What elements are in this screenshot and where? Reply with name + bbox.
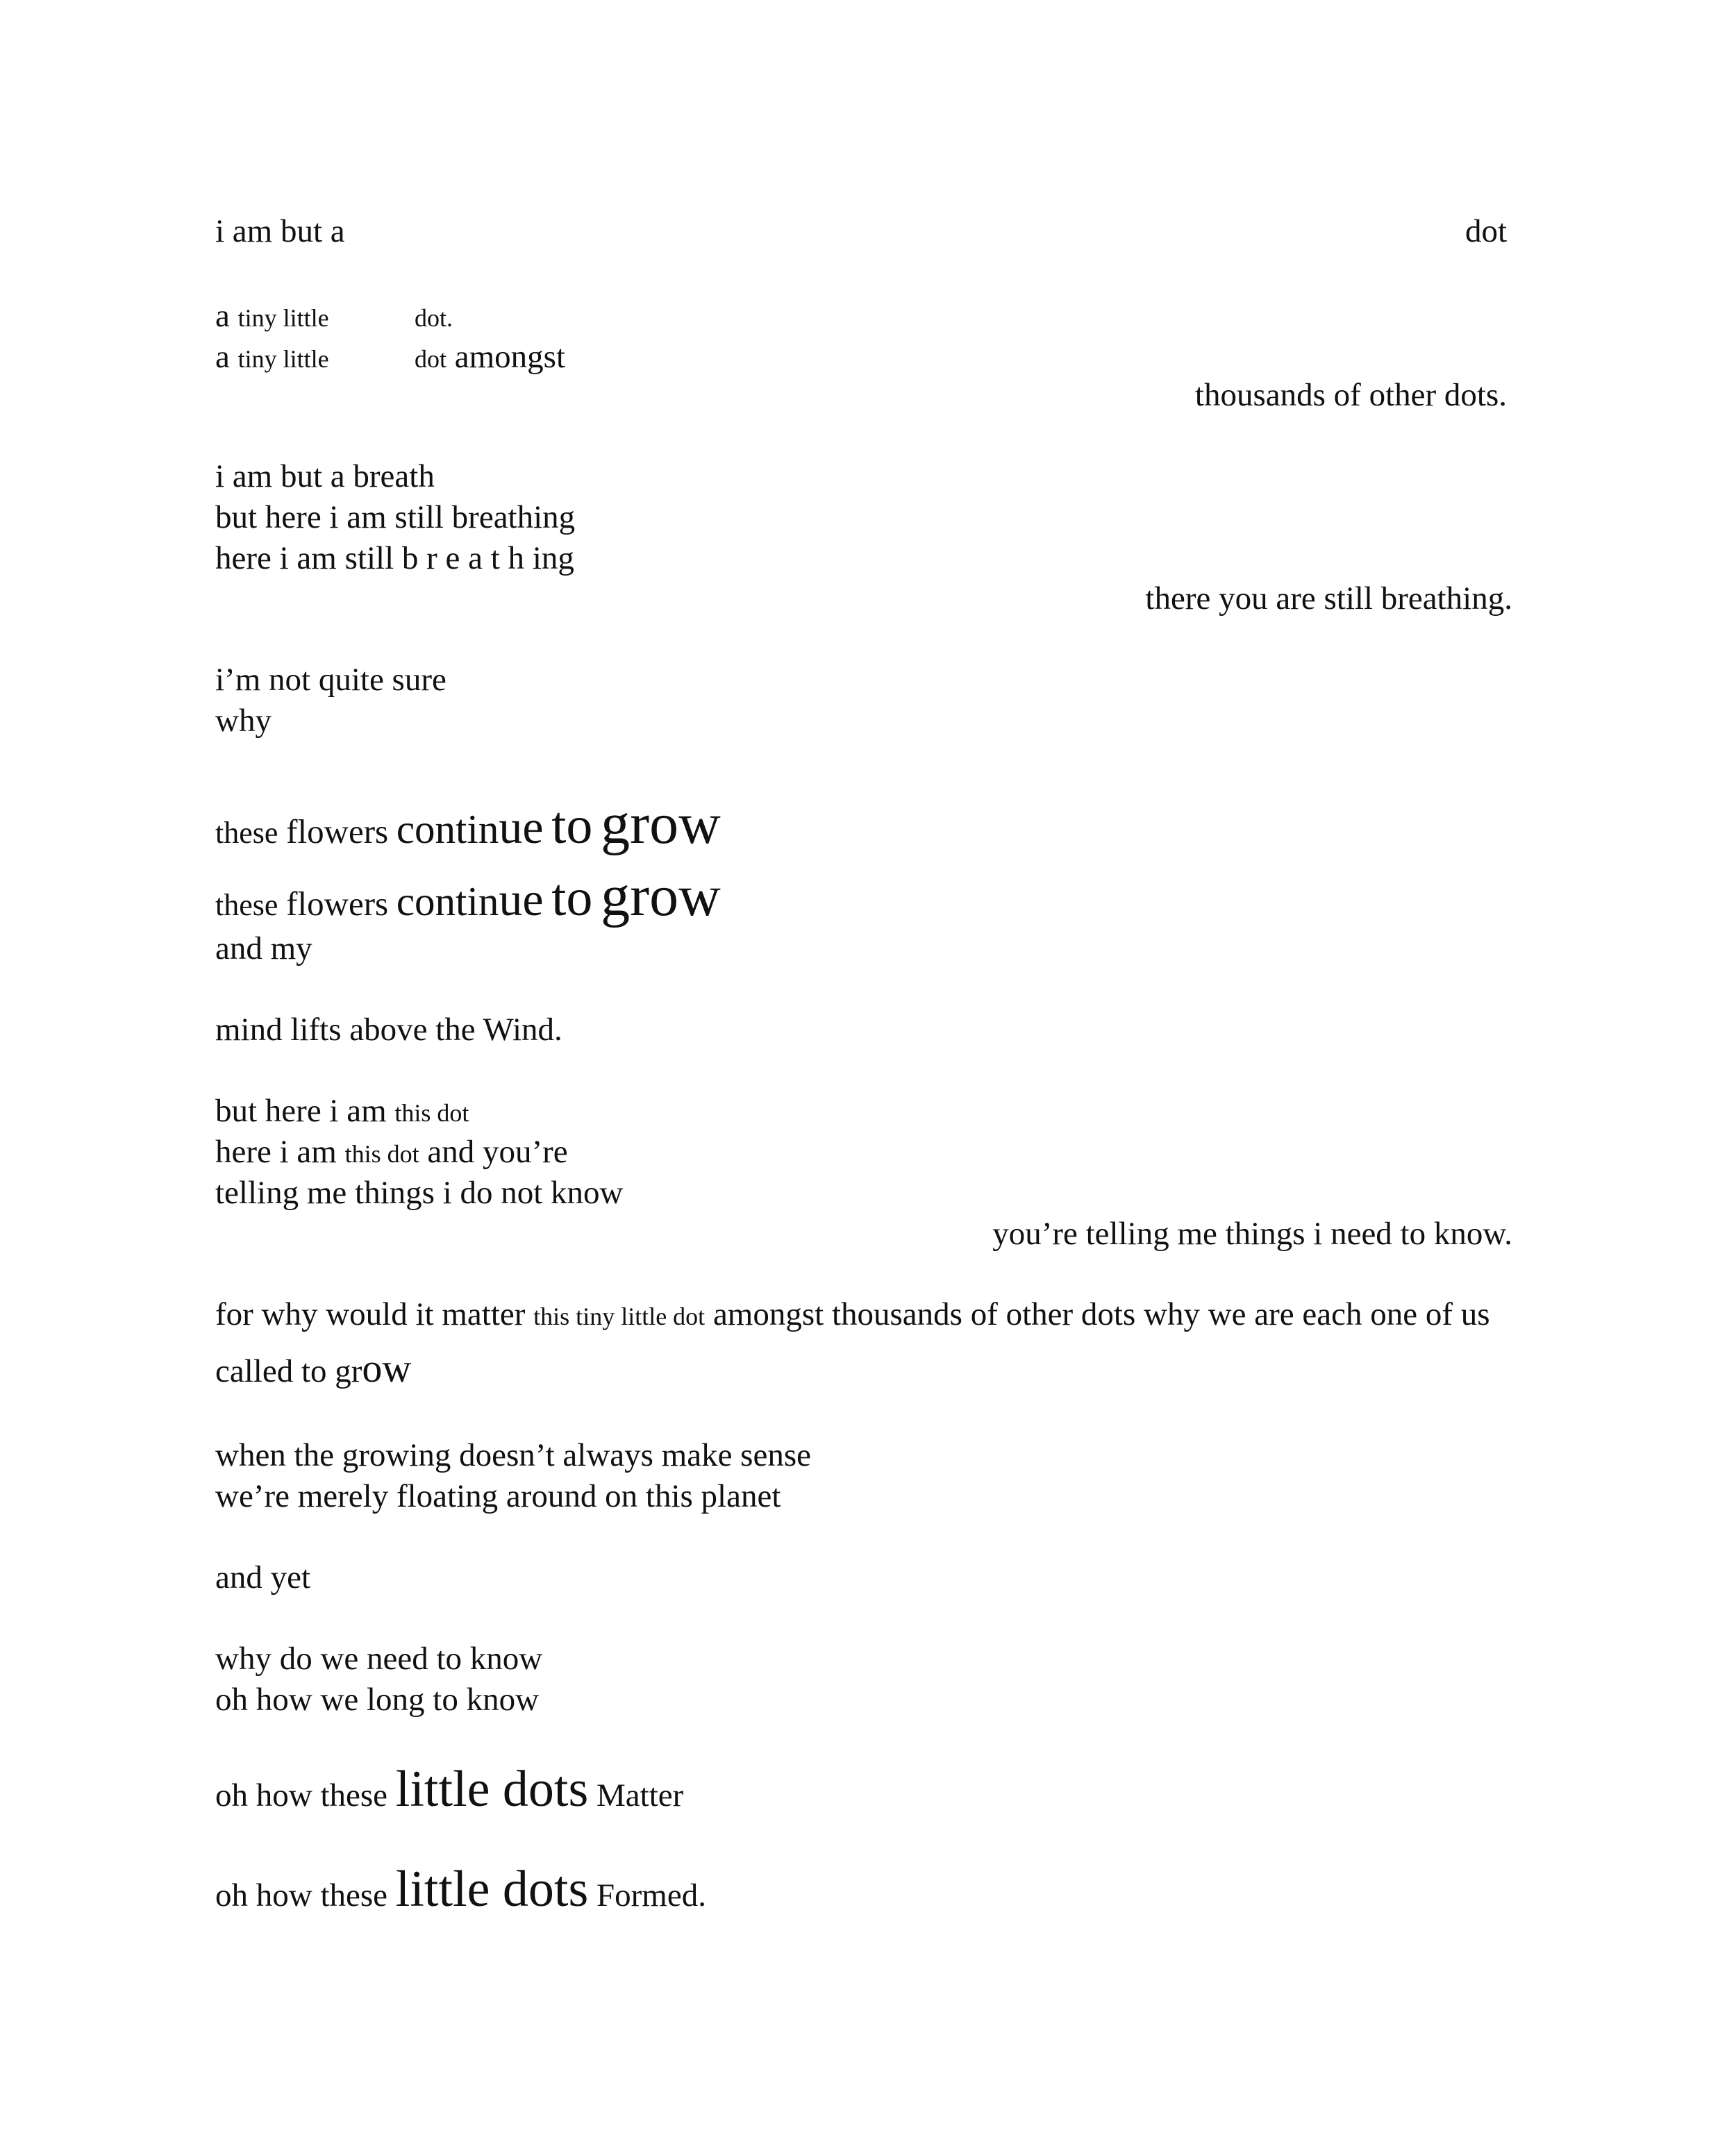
phrase-and-youre: and you’re	[427, 1134, 568, 1170]
word-a: a	[215, 339, 230, 375]
phrase-little-dots: little dots	[395, 1761, 589, 1818]
poem-line-15	[215, 1095, 469, 1128]
word-these: these	[215, 816, 278, 850]
phrase-spaced-breath: b r e a t h	[401, 540, 525, 576]
poem-line-19	[215, 1298, 1490, 1331]
poem-line-27	[215, 1861, 706, 1918]
word-grow: grow	[601, 792, 721, 856]
poem-line-8: there you are still breathing.	[1145, 580, 1512, 617]
phrase-this-dot: this dot	[344, 1140, 419, 1168]
poem-line-20	[215, 1348, 411, 1389]
phrase-formed: Formed.	[596, 1877, 706, 1914]
poem-line-18: you’re telling me things i need to know.	[992, 1216, 1512, 1252]
word-flowers: flowers	[286, 812, 389, 851]
poem-line-7	[215, 542, 574, 575]
word-continue	[396, 801, 544, 853]
phrase-ow: ow	[362, 1346, 412, 1391]
phrase-ing: ing	[532, 540, 574, 576]
word-contin: contin	[396, 806, 499, 852]
poem-line-2	[215, 300, 329, 333]
phrase-oh-how-these: oh how these	[215, 1777, 388, 1814]
poem-line-16	[215, 1136, 568, 1169]
word-to: to	[551, 869, 593, 927]
phrase-amongst-thousands: amongst thousands of other dots why we are each one of us	[712, 1296, 1490, 1332]
word-tiny-little: tiny little	[237, 304, 329, 332]
phrase-matter: Matter	[596, 1777, 684, 1814]
phrase-here-i-am-still: here i am still	[215, 540, 394, 576]
poem-line-9: i’m not quite sure	[215, 662, 446, 698]
word-these: these	[215, 888, 278, 922]
phrase-little-dots: little dots	[395, 1861, 589, 1918]
word-contin: contin	[396, 878, 499, 924]
word-grow: grow	[601, 864, 721, 928]
word-dot: dot	[415, 345, 447, 373]
poem-line-22: we’re merely floating around on this planet	[215, 1478, 781, 1514]
poem-line-17: telling me things i do not know	[215, 1175, 624, 1211]
phrase-this-dot: this dot	[394, 1099, 469, 1127]
phrase-oh-how-these: oh how these	[215, 1877, 388, 1914]
word-a: a	[215, 298, 230, 334]
poem-line-3-tail	[415, 341, 565, 374]
word-continue	[396, 873, 544, 926]
poem-line-1-left: i am but a	[215, 213, 345, 249]
poem-line-12	[215, 864, 721, 928]
phrase-for-why-would-it-matter: for why would it matter	[215, 1296, 526, 1332]
word-flowers: flowers	[286, 885, 389, 923]
poem-line-25: oh how we long to know	[215, 1682, 540, 1718]
poem-line-23: and yet	[215, 1559, 311, 1596]
poem-line-24: why do we need to know	[215, 1641, 543, 1677]
phrase-called-to-gr: called to gr	[215, 1353, 362, 1389]
poem-line-26	[215, 1761, 684, 1818]
phrase-this-tiny-little-dot: this tiny little dot	[533, 1303, 706, 1330]
poem-line-4: thousands of other dots.	[1194, 377, 1507, 413]
word-to: to	[551, 796, 593, 855]
phrase-here-i-am: here i am	[215, 1134, 337, 1170]
poem-line-3	[215, 341, 329, 374]
phrase-but-here-i-am: but here i am	[215, 1093, 387, 1129]
poem-line-21: when the growing doesn’t always make sense	[215, 1437, 811, 1473]
poem-line-10: why	[215, 703, 272, 739]
word-amongst: amongst	[454, 339, 566, 375]
poem-line-1-right: dot	[1464, 213, 1507, 249]
word-ue: ue	[499, 801, 544, 853]
poem-line-5: i am but a breath	[215, 458, 435, 494]
poem-line-13: and my	[215, 930, 312, 966]
word-ue: ue	[499, 873, 544, 926]
word-tiny-little: tiny little	[237, 345, 329, 373]
poem-line-11	[215, 792, 721, 856]
word-dot-period: dot.	[415, 304, 453, 332]
poem-line-6: but here i am still breathing	[215, 499, 576, 535]
poem-line-14: mind lifts above the Wind.	[215, 1012, 562, 1048]
